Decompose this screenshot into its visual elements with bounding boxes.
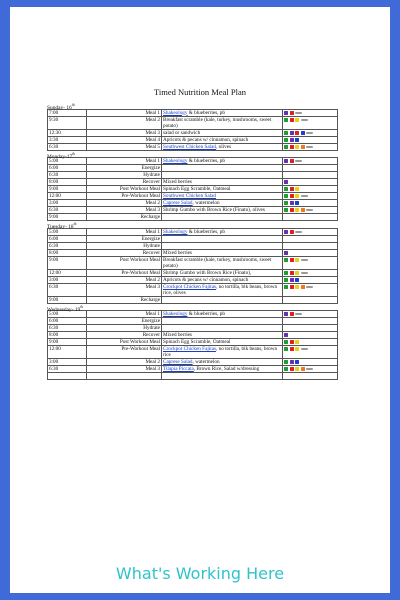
schedule-row bbox=[48, 200, 338, 207]
container-icons bbox=[283, 325, 338, 332]
schedule-row bbox=[48, 283, 338, 296]
food-text: Mixed berries bbox=[163, 249, 192, 256]
recipe-link[interactable]: Shakeology bbox=[163, 158, 188, 165]
green-container-icon bbox=[284, 145, 288, 149]
container-icons bbox=[283, 359, 338, 366]
meal-label: Recharge bbox=[87, 214, 162, 221]
container-icons bbox=[283, 332, 338, 339]
meal-plan-page bbox=[10, 7, 390, 593]
container-icons bbox=[283, 214, 338, 221]
purple-container-icon bbox=[284, 333, 288, 337]
green-container-icon bbox=[284, 258, 288, 262]
meal-time: 5:00 bbox=[48, 228, 87, 235]
schedule-row bbox=[48, 207, 338, 214]
food-text: Apricots & pecans w/ cinnamon, spinach bbox=[163, 136, 249, 143]
day-ordinal-suffix: th bbox=[72, 151, 75, 156]
schedule-row bbox=[48, 311, 338, 318]
meal-time: 8:00 bbox=[48, 179, 87, 186]
meal-time: 12:00 bbox=[48, 346, 87, 359]
green-container-icon bbox=[284, 138, 288, 142]
meal-time: 3:00 bbox=[48, 359, 87, 366]
orange-container-icon bbox=[301, 367, 305, 371]
red-container-icon bbox=[290, 208, 294, 212]
meal-food bbox=[162, 129, 283, 136]
teaspoon-icon bbox=[295, 112, 302, 114]
meal-time: 9:00 bbox=[48, 214, 87, 221]
red-container-icon bbox=[290, 194, 294, 198]
green-container-icon bbox=[284, 278, 288, 282]
container-icons bbox=[283, 228, 338, 235]
day-heading bbox=[47, 221, 325, 228]
food-text: , no tortilla, blk beans, brown rice bbox=[163, 346, 278, 359]
meal-label: Energize bbox=[87, 235, 162, 242]
schedule-row bbox=[48, 249, 338, 256]
green-container-icon bbox=[284, 194, 288, 198]
food-text: & blueberries, pb bbox=[187, 311, 225, 318]
container-icons bbox=[283, 143, 338, 150]
blue-container-icon bbox=[301, 131, 305, 135]
meal-food bbox=[162, 325, 283, 332]
food-text: Breakfast scramble (kale, turkey, mushrooms, sweet potato) bbox=[163, 256, 272, 269]
yellow-container-icon bbox=[295, 194, 299, 198]
meal-label: Recharge bbox=[87, 296, 162, 303]
meal-label: Meal 2 bbox=[87, 116, 162, 129]
meal-food bbox=[162, 116, 283, 129]
container-icons bbox=[283, 109, 338, 116]
meal-food bbox=[162, 249, 283, 256]
schedule-row bbox=[48, 276, 338, 283]
container-icons bbox=[283, 116, 338, 129]
container-icons bbox=[283, 276, 338, 283]
meal-time: 3:00 bbox=[48, 276, 87, 283]
meal-label: Meal 1 bbox=[87, 311, 162, 318]
purple-container-icon bbox=[284, 230, 288, 234]
meal-food bbox=[162, 207, 283, 214]
red-container-icon bbox=[290, 367, 294, 371]
schedule-row bbox=[48, 116, 338, 129]
teaspoon-icon bbox=[306, 286, 313, 288]
day-heading bbox=[47, 151, 325, 158]
schedule-row bbox=[48, 256, 338, 269]
yellow-container-icon bbox=[295, 208, 299, 212]
blue-container-icon bbox=[295, 201, 299, 205]
meal-food bbox=[162, 373, 283, 380]
green-container-icon bbox=[284, 201, 288, 205]
yellow-container-icon bbox=[295, 145, 299, 149]
container-icons bbox=[283, 311, 338, 318]
container-icons bbox=[283, 172, 338, 179]
meal-label: Meal 1 bbox=[87, 109, 162, 116]
meal-time: 7:00 bbox=[48, 109, 87, 116]
purple-container-icon bbox=[290, 360, 294, 364]
container-icons bbox=[283, 129, 338, 136]
container-icons bbox=[283, 179, 338, 186]
day-ordinal-suffix: th bbox=[73, 222, 77, 227]
container-icons bbox=[283, 283, 338, 296]
schedule-row bbox=[48, 214, 338, 221]
food-text: Spinach Egg Scramble, Oatmeal bbox=[163, 186, 231, 193]
schedule-row bbox=[48, 242, 338, 249]
schedule-row bbox=[48, 269, 338, 276]
orange-container-icon bbox=[301, 285, 305, 289]
food-text: & blueberries, pb bbox=[187, 228, 225, 235]
meal-food bbox=[162, 228, 283, 235]
green-container-icon bbox=[284, 187, 288, 191]
meal-time: 9:00 bbox=[48, 186, 87, 193]
meal-plan-document bbox=[47, 102, 325, 380]
day-heading bbox=[47, 304, 325, 311]
container-icons bbox=[283, 242, 338, 249]
day-ordinal-suffix: th bbox=[71, 103, 75, 107]
orange-container-icon bbox=[301, 145, 305, 149]
yellow-container-icon bbox=[295, 340, 299, 344]
teaspoon-icon bbox=[295, 160, 302, 162]
schedule-row bbox=[48, 179, 338, 186]
schedule-row bbox=[48, 325, 338, 332]
food-text: , Brown Rice, Salad w/dressing bbox=[193, 366, 260, 373]
meal-label: Meal 1 bbox=[87, 228, 162, 235]
green-container-icon bbox=[284, 131, 288, 135]
red-container-icon bbox=[290, 187, 294, 191]
red-container-icon bbox=[290, 312, 294, 316]
yellow-container-icon bbox=[295, 285, 299, 289]
teaspoon-icon bbox=[301, 195, 308, 197]
meal-food bbox=[162, 158, 283, 165]
green-container-icon bbox=[284, 347, 288, 351]
teaspoon-icon bbox=[301, 272, 308, 274]
meal-food bbox=[162, 339, 283, 346]
meal-label: Energize bbox=[87, 318, 162, 325]
schedule-row bbox=[48, 366, 338, 373]
green-container-icon bbox=[284, 271, 288, 275]
meal-time: 6:00 bbox=[48, 318, 87, 325]
meal-time: 6:30 bbox=[48, 283, 87, 296]
meal-label: Pre-Workout Meal bbox=[87, 269, 162, 276]
meal-label: Meal 5 bbox=[87, 143, 162, 150]
meal-time: 9:00 bbox=[48, 256, 87, 269]
meal-time: 3:00 bbox=[48, 200, 87, 207]
meal-food bbox=[162, 179, 283, 186]
meal-label: Hydrate bbox=[87, 242, 162, 249]
red-container-icon bbox=[290, 111, 294, 115]
purple-container-icon bbox=[290, 278, 294, 282]
food-text: Breakfast scramble (kale, turkey, mushrooms, sweet potato) bbox=[163, 116, 272, 129]
food-text: salad or sandwich bbox=[163, 129, 201, 136]
teaspoon-icon bbox=[306, 209, 313, 211]
day-label: Wednesday- 19 bbox=[47, 306, 81, 313]
meal-label: Meal 3 bbox=[87, 129, 162, 136]
day-label: Tuesday- 18 bbox=[47, 223, 74, 230]
purple-container-icon bbox=[284, 111, 288, 115]
meal-time: 9:00 bbox=[48, 296, 87, 303]
meal-label: Post Workout Meal bbox=[87, 339, 162, 346]
meal-label: Meal 3 bbox=[87, 207, 162, 214]
meal-time: 12:00 bbox=[48, 269, 87, 276]
meal-food bbox=[162, 214, 283, 221]
schedule-row bbox=[48, 318, 338, 325]
day-schedule-table bbox=[47, 310, 338, 380]
teaspoon-icon bbox=[301, 348, 308, 350]
meal-food bbox=[162, 269, 283, 276]
schedule-row bbox=[48, 359, 338, 366]
schedule-row bbox=[48, 172, 338, 179]
meal-food bbox=[162, 136, 283, 143]
meal-food bbox=[162, 359, 283, 366]
food-text: , watermelon bbox=[192, 200, 220, 207]
schedule-row bbox=[48, 158, 338, 165]
meal-food bbox=[162, 242, 283, 249]
schedule-row bbox=[48, 109, 338, 116]
container-icons bbox=[283, 318, 338, 325]
page-title: Timed Nutrition Meal Plan bbox=[153, 87, 246, 97]
food-text: Mixed berries bbox=[163, 332, 192, 339]
meal-label: Recover bbox=[87, 179, 162, 186]
meal-food bbox=[162, 172, 283, 179]
food-text: Spinach Egg Scramble, Oatmeal bbox=[163, 339, 231, 346]
container-icons bbox=[283, 207, 338, 214]
teaspoon-icon bbox=[295, 231, 302, 233]
container-icons bbox=[283, 296, 338, 303]
red-container-icon bbox=[290, 230, 294, 234]
meal-label bbox=[87, 373, 162, 380]
red-container-icon bbox=[290, 145, 294, 149]
container-icons bbox=[283, 373, 338, 380]
teaspoon-icon bbox=[295, 313, 302, 315]
meal-food bbox=[162, 186, 283, 193]
meal-food bbox=[162, 165, 283, 172]
blue-container-icon bbox=[295, 138, 299, 142]
schedule-row bbox=[48, 143, 338, 150]
meal-label: Meal 2 bbox=[87, 276, 162, 283]
meal-label: Meal 4 bbox=[87, 136, 162, 143]
day-ordinal-suffix: th bbox=[80, 304, 84, 309]
day-schedule-table bbox=[47, 109, 338, 151]
food-text: & blueberries, pb bbox=[187, 109, 225, 116]
food-text: Apricots & pecans w/ cinnamon, spinach bbox=[163, 276, 249, 283]
red-container-icon bbox=[290, 347, 294, 351]
food-text: Mixed berries bbox=[163, 179, 192, 186]
meal-time: 5:00 bbox=[48, 158, 87, 165]
food-text: Shrimp Gumbo with Brown Rice (Finato), bbox=[163, 269, 252, 276]
day-label: Sunday- 16 bbox=[47, 104, 72, 111]
day-label: Monday-17 bbox=[47, 153, 73, 160]
yellow-container-icon bbox=[295, 347, 299, 351]
meal-label: Pre-Workout Meal bbox=[87, 193, 162, 200]
meal-food bbox=[162, 256, 283, 269]
meal-food bbox=[162, 200, 283, 207]
container-icons bbox=[283, 249, 338, 256]
schedule-row bbox=[48, 339, 338, 346]
purple-container-icon bbox=[284, 251, 288, 255]
purple-container-icon bbox=[284, 312, 288, 316]
food-text: , olives bbox=[216, 143, 232, 150]
recipe-link[interactable]: Shakeology bbox=[163, 311, 188, 318]
meal-label: Meal 3 bbox=[87, 283, 162, 296]
recipe-link[interactable]: Southwest Chicken Salad bbox=[163, 143, 217, 150]
green-container-icon bbox=[284, 118, 288, 122]
container-icons bbox=[283, 346, 338, 359]
yellow-container-icon bbox=[295, 271, 299, 275]
day-heading bbox=[47, 102, 325, 109]
recipe-link[interactable]: Southwest Chicken Salad bbox=[163, 193, 217, 200]
container-icons bbox=[283, 136, 338, 143]
meal-label: Meal 2 bbox=[87, 359, 162, 366]
meal-label: Post Workout Meal bbox=[87, 256, 162, 269]
meal-label: Hydrate bbox=[87, 325, 162, 332]
teaspoon-icon bbox=[306, 146, 313, 148]
teaspoon-icon bbox=[306, 368, 313, 370]
teaspoon-icon bbox=[301, 119, 308, 121]
meal-time: 6:00 bbox=[48, 165, 87, 172]
meal-food bbox=[162, 276, 283, 283]
day-schedule-table bbox=[47, 157, 338, 221]
red-container-icon bbox=[295, 131, 299, 135]
meal-time: 6:30 bbox=[48, 207, 87, 214]
meal-food bbox=[162, 296, 283, 303]
meal-time: 6:00 bbox=[48, 235, 87, 242]
recipe-link[interactable]: Crockpot Chicken Fajitas bbox=[163, 346, 217, 353]
yellow-container-icon bbox=[295, 258, 299, 262]
container-icons bbox=[283, 193, 338, 200]
purple-container-icon bbox=[290, 138, 294, 142]
schedule-row bbox=[48, 165, 338, 172]
meal-label: Energize bbox=[87, 165, 162, 172]
meal-time: 6:30 bbox=[48, 366, 87, 373]
schedule-row bbox=[48, 296, 338, 303]
recipe-link[interactable]: Caprese Salad bbox=[163, 359, 193, 366]
schedule-row bbox=[48, 186, 338, 193]
meal-time bbox=[48, 373, 87, 380]
purple-container-icon bbox=[284, 159, 288, 163]
meal-food bbox=[162, 332, 283, 339]
container-icons bbox=[283, 256, 338, 269]
meal-food bbox=[162, 346, 283, 359]
red-container-icon bbox=[290, 159, 294, 163]
meal-label: Recover bbox=[87, 332, 162, 339]
meal-label: Post Workout Meal bbox=[87, 186, 162, 193]
recipe-link[interactable]: Crockpot Chicken Fajitas bbox=[163, 283, 217, 290]
meal-time: 9:30 bbox=[48, 116, 87, 129]
recipe-link[interactable]: Shakeology bbox=[163, 109, 188, 116]
container-icons bbox=[283, 235, 338, 242]
recipe-link[interactable]: Caprese Salad bbox=[163, 200, 193, 207]
red-container-icon bbox=[290, 258, 294, 262]
day-schedule-table bbox=[47, 228, 338, 304]
container-icons bbox=[283, 366, 338, 373]
schedule-row bbox=[48, 228, 338, 235]
blue-container-icon bbox=[295, 278, 299, 282]
teaspoon-icon bbox=[301, 259, 308, 261]
meal-time: 6:30 bbox=[48, 325, 87, 332]
meal-time: 3:30 bbox=[48, 136, 87, 143]
orange-container-icon bbox=[301, 208, 305, 212]
container-icons bbox=[283, 339, 338, 346]
red-container-icon bbox=[290, 340, 294, 344]
yellow-container-icon bbox=[295, 187, 299, 191]
green-container-icon bbox=[284, 285, 288, 289]
meal-time: 8:00 bbox=[48, 332, 87, 339]
food-text: & blueberries, pb bbox=[187, 158, 225, 165]
schedule-row bbox=[48, 136, 338, 143]
food-text: , no tortilla, blk beans, brown rice, olives bbox=[163, 283, 278, 296]
meal-food bbox=[162, 318, 283, 325]
food-text: Shrimp Gumbo with Brown Rice (Finato), olives bbox=[163, 207, 265, 214]
yellow-container-icon bbox=[295, 118, 299, 122]
meal-time: 12:00 bbox=[48, 193, 87, 200]
meal-time: 6:30 bbox=[48, 242, 87, 249]
schedule-row bbox=[48, 193, 338, 200]
red-container-icon bbox=[290, 271, 294, 275]
recipe-link[interactable]: Shakeology bbox=[163, 228, 188, 235]
meal-food bbox=[162, 143, 283, 150]
container-icons bbox=[283, 165, 338, 172]
meal-food bbox=[162, 366, 283, 373]
purple-container-icon bbox=[284, 180, 288, 184]
container-icons bbox=[283, 186, 338, 193]
schedule-row bbox=[48, 235, 338, 242]
meal-label: Meal 2 bbox=[87, 200, 162, 207]
meal-food bbox=[162, 109, 283, 116]
green-container-icon bbox=[284, 367, 288, 371]
meal-time: 5:00 bbox=[48, 311, 87, 318]
purple-container-icon bbox=[290, 201, 294, 205]
meal-time: 6:30 bbox=[48, 172, 87, 179]
meal-label: Pre-Workout Meal bbox=[87, 346, 162, 359]
container-icons bbox=[283, 158, 338, 165]
green-container-icon bbox=[284, 208, 288, 212]
meal-time: 9:00 bbox=[48, 339, 87, 346]
yellow-container-icon bbox=[295, 367, 299, 371]
red-container-icon bbox=[290, 118, 294, 122]
meal-time: 6:30 bbox=[48, 143, 87, 150]
meal-food bbox=[162, 283, 283, 296]
green-container-icon bbox=[284, 340, 288, 344]
teaspoon-icon bbox=[306, 132, 313, 134]
container-icons bbox=[283, 269, 338, 276]
meal-label: Meal 1 bbox=[87, 158, 162, 165]
schedule-row bbox=[48, 332, 338, 339]
footer-brand-text: What's Working Here bbox=[115, 564, 285, 583]
meal-time: 8:00 bbox=[48, 249, 87, 256]
schedule-row bbox=[48, 346, 338, 359]
recipe-link[interactable]: Tilapia Piccata bbox=[163, 366, 194, 373]
container-icons bbox=[283, 200, 338, 207]
meal-label: Recover bbox=[87, 249, 162, 256]
meal-time: 12:30 bbox=[48, 129, 87, 136]
blue-container-icon bbox=[295, 360, 299, 364]
red-container-icon bbox=[290, 285, 294, 289]
meal-food bbox=[162, 311, 283, 318]
meal-food bbox=[162, 193, 283, 200]
meal-label: Hydrate bbox=[87, 172, 162, 179]
food-text: , watermelon bbox=[192, 359, 220, 366]
meal-food bbox=[162, 235, 283, 242]
purple-container-icon bbox=[290, 131, 294, 135]
schedule-row bbox=[48, 129, 338, 136]
meal-label: Meal 3 bbox=[87, 366, 162, 373]
schedule-row bbox=[48, 373, 338, 380]
green-container-icon bbox=[284, 360, 288, 364]
